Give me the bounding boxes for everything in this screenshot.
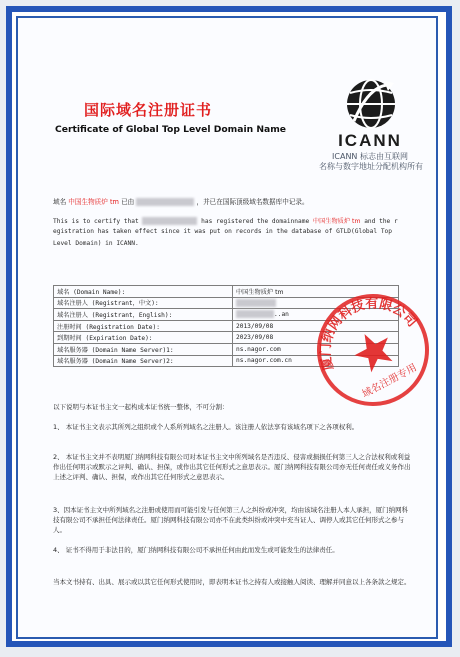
row-key: 注册时间 (Registration Date): (54, 320, 233, 332)
notes-intro: 以下说明与本证书主文一起构成本证书统一整体，不可分割： (53, 403, 229, 411)
redacted-registrant (136, 198, 194, 206)
row-key: 到期时间 (Expiration Date): (54, 332, 233, 344)
row-key: 域名 (Domain Name): (54, 286, 233, 298)
certificate-title-cn: 国际域名注册证书 (84, 101, 213, 119)
statement-cn (53, 196, 309, 206)
redacted-registrant-en (142, 217, 197, 225)
row-value-text: ..an (274, 311, 289, 319)
statement-cn-domain: 中国生物质炉 tm (68, 198, 119, 206)
certificate-title-en: Certificate of Global Top Level Domain Name (55, 124, 287, 135)
redacted-value (236, 310, 274, 318)
row-key: 域名注册人 (Registrant，中文): (54, 297, 233, 309)
seal-star-icon (348, 325, 399, 376)
statement-en-line3: Level Domain) in ICANN. (53, 240, 139, 247)
icann-caption-line1: ICANN 标志由互联网 (332, 152, 408, 161)
closing-statement: 当本文书持有、出具、展示或以其它任何形式使用时，即表明本证书之持有人或接触人阅读、理解并同意以上各条款之规定。 (53, 578, 411, 586)
statement-en-a: This is to certify that (53, 218, 139, 225)
note-4: 4、 证书不得用于非法目的，厦门纳网科技有限公司不承担任何由此而发生或可能发生的法律责任。 (53, 546, 339, 554)
note-3: 3、因本证书主文中所列域名之注册或使用而可能引发与任何第三人之纠纷或冲突，均由该域名注册人本人承担，厦门纳网科技有限公司不承担任何法律责任。厦门纳网科技有限公司亦不在此类纠纷或冲突中充当证人、调停人或其它任何形式之参与人。 (53, 506, 409, 534)
statement-en-c: and the r (364, 218, 398, 225)
redacted-value (236, 299, 276, 307)
row-value: ns.nagor.com (233, 343, 399, 355)
row-value: 2013/09/08 (233, 320, 399, 332)
statement-en-line1 (53, 216, 398, 225)
statement-en-b: has registered the domainname (201, 218, 310, 225)
statement-en-domain: 中国生物质炉 tm (312, 218, 361, 225)
statement-cn-mid: 已由 (121, 198, 135, 206)
row-value: ns.nagor.com.cn (233, 355, 399, 367)
icann-wordmark: ICANN (338, 131, 402, 150)
row-key: 域名注册人 (Registrant，English): (54, 309, 233, 321)
icann-caption-line2: 名称与数字地址分配机构所有 (319, 162, 423, 171)
statement-cn-prefix: 域名 (53, 198, 67, 206)
note-1: 1、 本证书主文表示其所列之组织或个人系所列域名之注册人。该注册人依法享有该域名项下之各项权利。 (53, 423, 359, 431)
seal-purpose: 域名注册专用 (360, 362, 419, 401)
icann-globe-logo (344, 77, 398, 131)
note-2: 2、 本证书主文并不表明厦门纳网科技有限公司对本证书主文中所列域名是否违反、侵害或损损任何第三人之合法权利或利益作出任何明示或默示之评判、确认、担保，或作出其它任何形式之意思表示。厦门纳网科技有限公司亦无任何责任或义务作出上述之评判、确认、担保，或作出其它任何形式之意思表示。 (53, 453, 411, 481)
row-value: 2023/09/08 (233, 332, 399, 344)
row-value: 中国生物质炉 tm (233, 286, 399, 298)
row-key: 域名服务器 (Domain Name Server)2: (54, 355, 233, 367)
statement-cn-suffix: ，并已在国际顶级域名数据库中记录。 (196, 198, 309, 206)
row-key: 域名服务器 (Domain Name Server)1: (54, 343, 233, 355)
statement-en-line2: egistration has taken effect since it was put on records in the database of GTLD(Global Top (53, 228, 392, 235)
seal-company-name: 厦门纳网科技有限公司 (318, 296, 420, 372)
